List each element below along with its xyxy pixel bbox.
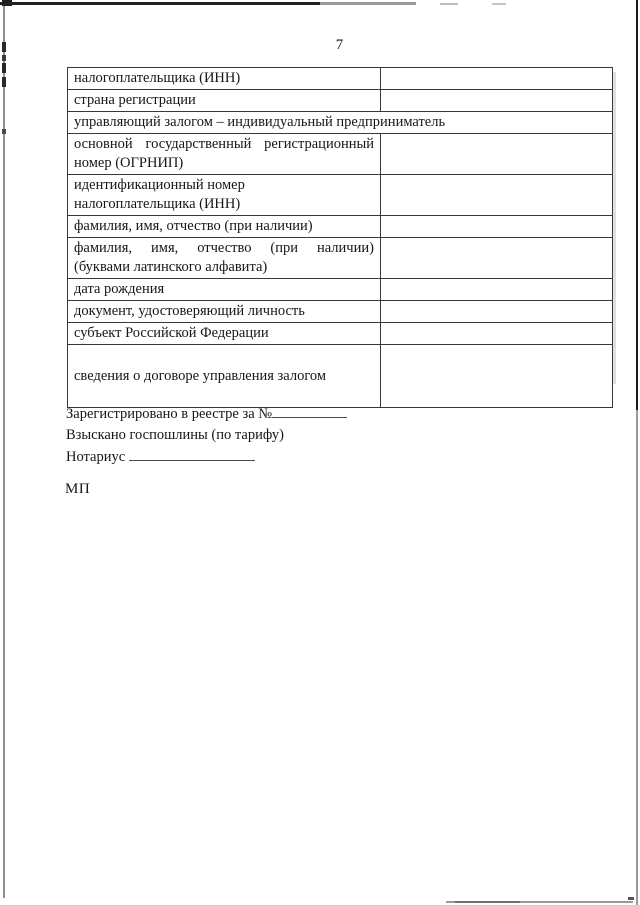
row-label-cell [68,279,381,301]
table-row [68,112,613,134]
scan-artifact-right-edge [636,0,638,410]
row-label-cell [68,90,381,112]
row-value-cell [381,175,613,216]
notary-footer [66,403,347,468]
row-value-cell [381,134,613,175]
table-row [68,279,613,301]
scan-artifact-left-blot [2,42,6,52]
row-label-cell [68,68,381,90]
row-value-cell [381,323,613,345]
table-row [68,238,613,279]
row-label-line: налогоплательщика (ИНН) [74,70,241,86]
row-label-cell [68,112,613,134]
page-number: 7 [335,37,344,53]
registration-table [67,67,613,408]
row-value-cell [381,68,613,90]
scan-artifact-top-edge-fade [320,2,416,5]
row-label-line: основной государственный регистрационный [74,136,374,152]
scan-artifact-top-edge [0,2,320,5]
scan-artifact-right-edge-fade [636,410,638,905]
row-label-line: фамилия, имя, отчество (при наличии) [74,240,374,256]
registration-table-body [68,68,613,408]
table-row [68,175,613,216]
table-row [68,323,613,345]
notary-line-text: Нотариус [66,449,126,465]
row-label-line: налогоплательщика (ИНН) [74,196,241,212]
row-label-cell [68,134,381,175]
row-label-line: сведения о договоре управления залогом [74,367,327,384]
table-row [68,68,613,90]
row-value-cell [381,216,613,238]
row-label-line: дата рождения [74,281,165,297]
row-label-line: фамилия, имя, отчество (при наличии) [74,218,313,234]
table-row [68,134,613,175]
row-label-line: страна регистрации [74,92,196,108]
row-value-cell [381,345,613,408]
table-row [68,90,613,112]
row-label-cell [68,323,381,345]
scan-artifact-left-blot [2,0,12,6]
scan-artifact-top-dash [440,3,458,5]
row-label-line: субъект Российской Федерации [74,325,269,341]
row-label-cell [68,301,381,323]
scan-artifact-table-shadow [613,72,616,384]
stamp-placeholder: МП [65,481,91,497]
registry-line [66,403,347,425]
scan-artifact-bottom-edge-dark [455,901,520,903]
row-label-cell [68,238,381,279]
row-value-cell [381,279,613,301]
row-label-line: (буквами латинского алфавита) [74,259,268,275]
scan-artifact-top-dash [492,3,506,5]
row-value-cell [381,301,613,323]
registry-number-blank [272,403,347,418]
row-label-cell [68,345,381,408]
row-label-line: номер (ОГРНИП) [74,155,184,171]
table-row [68,216,613,238]
scan-artifact-left-blot [2,63,6,73]
notary-line [66,446,347,468]
registry-line-text: Зарегистрировано в реестре за № [66,406,273,422]
row-label-line: документ, удостоверяющий личность [74,303,305,319]
row-value-cell [381,238,613,279]
notary-signature-blank [129,446,255,461]
row-value-cell [381,90,613,112]
scan-artifact-left-blot [2,55,6,61]
scan-artifact-bottom-edge [446,901,633,903]
row-label-cell [68,175,381,216]
table-row [68,345,613,408]
scan-artifact-left-blot [2,129,6,134]
row-label-line: управляющий залогом – индивидуальный предприниматель [74,114,446,130]
table-row [68,301,613,323]
row-label-line: идентификационный номер [74,177,245,193]
scan-artifact-left-edge [3,0,5,898]
scan-artifact-bottom-right-dash [628,897,634,900]
fee-line: Взыскано госпошлины (по тарифу) [66,427,284,443]
row-label-cell [68,216,381,238]
scan-artifact-left-blot [2,77,6,87]
